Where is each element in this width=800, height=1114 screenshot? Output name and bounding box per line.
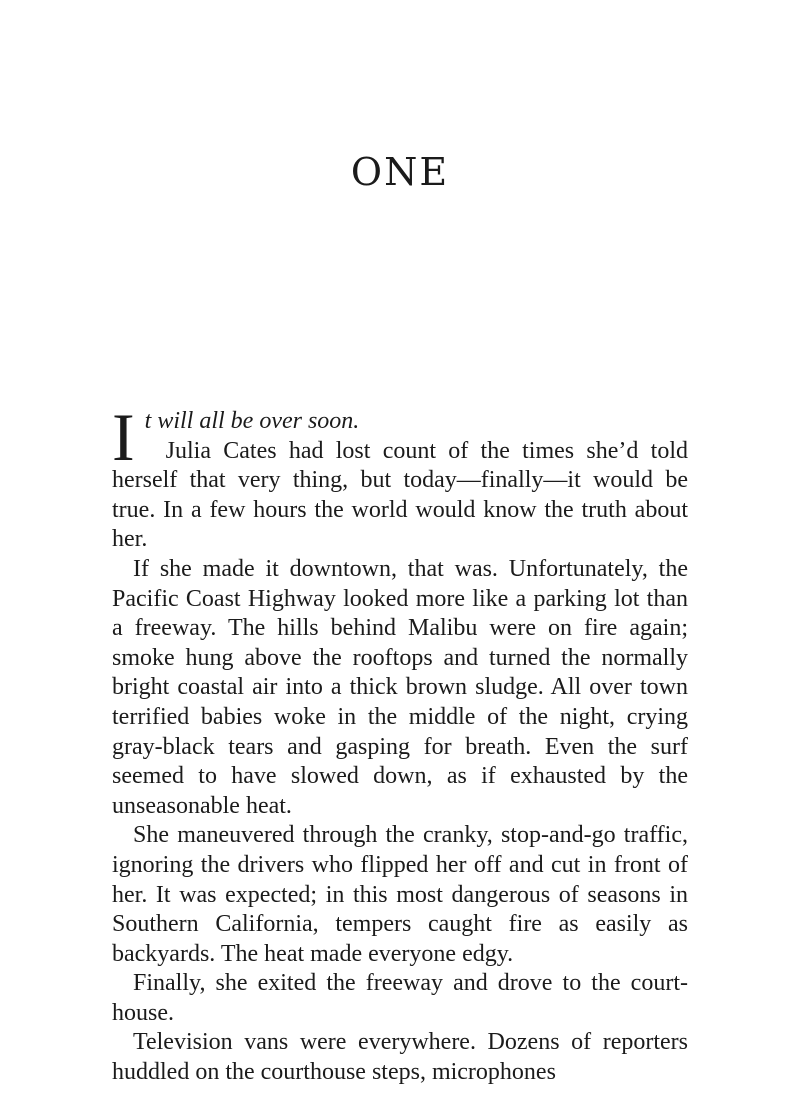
drop-cap: I bbox=[112, 399, 135, 475]
paragraph-3: She maneuvered through the cranky, stop-and-go traffic, ignoring the drivers who flipped her off and cut in front of her. It was expected; in this most dangerous of seasons in Southern California, tempers caught fire as easily as backyards. The heat made everyone edgy. bbox=[112, 822, 688, 967]
paragraph-4: Finally, she exited the freeway and drove to the courthouse. bbox=[112, 970, 688, 1026]
chapter-title: ONE bbox=[350, 150, 450, 194]
paragraph-1: Julia Cates had lost count of the times she’d told herself that very thing, but today—finally—it would be true. In a few hours the world would know the truth about her. bbox=[112, 437, 688, 553]
paragraph-5: Television vans were everywhere. Dozens of reporters huddled on the courthouse steps, microphones bbox=[112, 1029, 688, 1086]
opening-line bbox=[112, 399, 688, 475]
chapter-body bbox=[112, 399, 688, 1088]
opening-italic-text: t will all be over soon. bbox=[144, 408, 360, 434]
paragraph-2: If she made it downtown, that was. Unfortunately, the Pacific Coast Highway looked more like a parking lot than a freeway. The hills behind Malibu were on fire again; smoke hung above the rooftops and turned the normally bright coastal air into a thick brown sludge. All over town terrified babies woke in the middle of the night, crying gray-black tears and gasping for breath. Even the surf seemed to have slowed down, as if exhausted by the unseasonable heat. bbox=[112, 555, 688, 819]
